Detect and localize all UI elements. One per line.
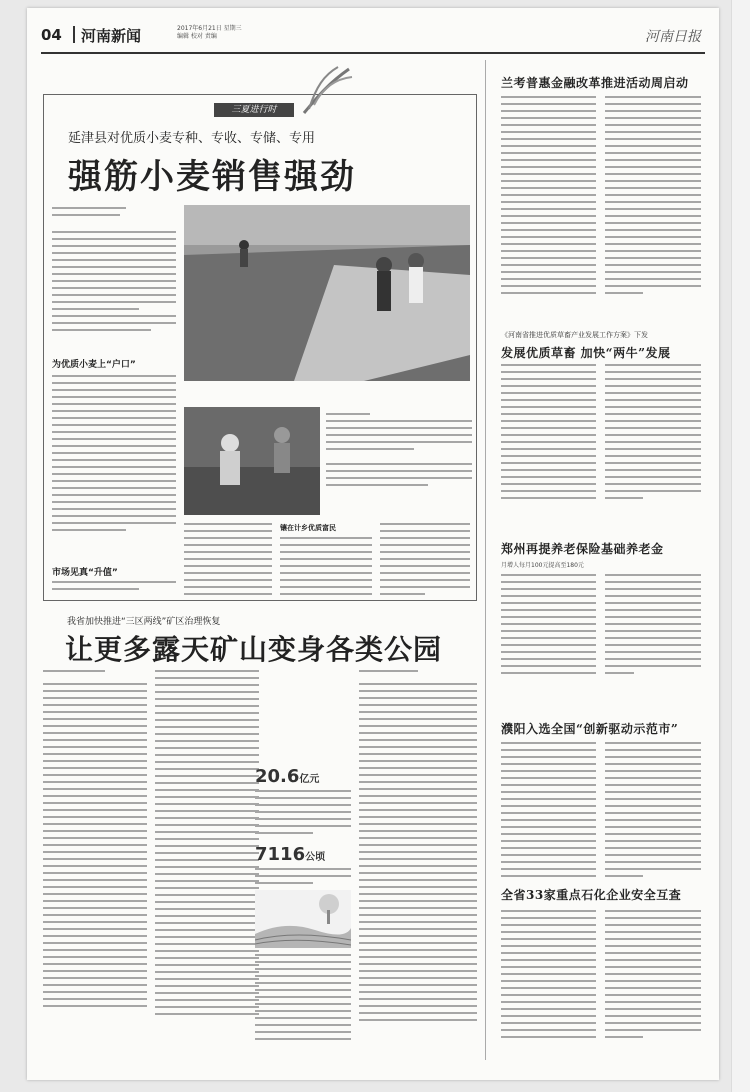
section-name: 河南新闻 — [81, 27, 142, 45]
stat1-value: 20.6 — [255, 766, 300, 787]
lead-side-subtitle: 镶在计乡优质富民 — [280, 524, 336, 532]
lead-text-col1 — [52, 207, 176, 336]
right-sub-3: 月增人每月100元提高至180元 — [501, 562, 584, 569]
column-divider — [485, 60, 486, 1060]
article2-col1 — [43, 670, 147, 1012]
lead-subtitle-1: 为优质小麦上“户口” — [52, 360, 136, 370]
right-article5-col1 — [501, 910, 596, 1043]
right-article5-col2 — [605, 910, 701, 1043]
wheat-field-photo — [184, 205, 470, 381]
stat-investment — [255, 766, 319, 787]
paper-logo: 河南日报 — [645, 29, 701, 45]
lead-text-col2 — [184, 523, 272, 600]
right-article3-col1 — [501, 574, 596, 679]
stat1-text — [255, 790, 351, 839]
scrollbar-track[interactable] — [731, 0, 750, 1092]
article2-col4 — [359, 670, 477, 1026]
right-headline-4: 濮阳入选全国“创新驱动示范市” — [501, 722, 679, 736]
editor-text: 编辑 校对 责编 — [177, 33, 217, 40]
article2-col3 — [255, 954, 351, 1045]
article2-headline: 让更多露天矿山变身各类公园 — [65, 633, 443, 666]
lead-subtitle-2: 市场见真“升值” — [52, 568, 118, 578]
right-headline-1: 兰考普惠金融改革推进活动周启动 — [501, 76, 689, 90]
right-headline-2: 发展优质草畜 加快“两牛”发展 — [501, 346, 671, 360]
stat-area — [255, 844, 325, 865]
lead-text-col1c — [52, 581, 176, 595]
photo-caption — [326, 407, 472, 515]
stat2-value: 7116 — [255, 844, 306, 865]
lead-text-col3 — [280, 537, 372, 600]
landscape-illustration — [255, 890, 351, 948]
right-headline-3: 郑州再提养老保险基础养老金 — [501, 542, 664, 556]
page-number: 04 — [41, 26, 62, 44]
date-line — [177, 25, 287, 41]
masthead-separator — [73, 26, 75, 43]
wheat-icon — [294, 65, 354, 115]
masthead — [41, 22, 705, 54]
article2-kicker: 我省加快推进“三区两线”矿区治理恢复 — [67, 617, 221, 627]
lead-headline: 强筋小麦销售强劲 — [68, 157, 356, 197]
lead-text-col4 — [380, 523, 470, 600]
right-article2-col1 — [501, 364, 596, 504]
right-headline-5: 全省33家重点石化企业安全互查 — [501, 888, 682, 902]
farmers-photo — [184, 407, 320, 515]
stat2-text — [255, 868, 351, 889]
right-article4-col2 — [605, 742, 701, 882]
right-article2-col2 — [605, 364, 701, 504]
lead-text-col1b — [52, 375, 176, 536]
right-article1-col2 — [605, 96, 701, 303]
newspaper-page — [27, 8, 719, 1080]
right-article4-col1 — [501, 742, 596, 882]
right-kicker-2: 《河南省推进优质草畜产业发展工作方案》下发 — [501, 331, 648, 339]
right-article1-col1 — [501, 96, 596, 299]
stat2-unit: 公顷 — [305, 852, 326, 863]
stat1-unit: 亿元 — [299, 774, 320, 785]
section-kicker: 三夏进行时 — [214, 103, 294, 117]
date-text: 2017年6月21日 星期三 — [177, 25, 242, 32]
lead-article-box — [43, 94, 477, 601]
lead-subhead: 延津县对优质小麦专种、专收、专储、专用 — [68, 131, 316, 146]
right-article3-col2 — [605, 574, 701, 679]
article2-col2 — [155, 670, 259, 1020]
